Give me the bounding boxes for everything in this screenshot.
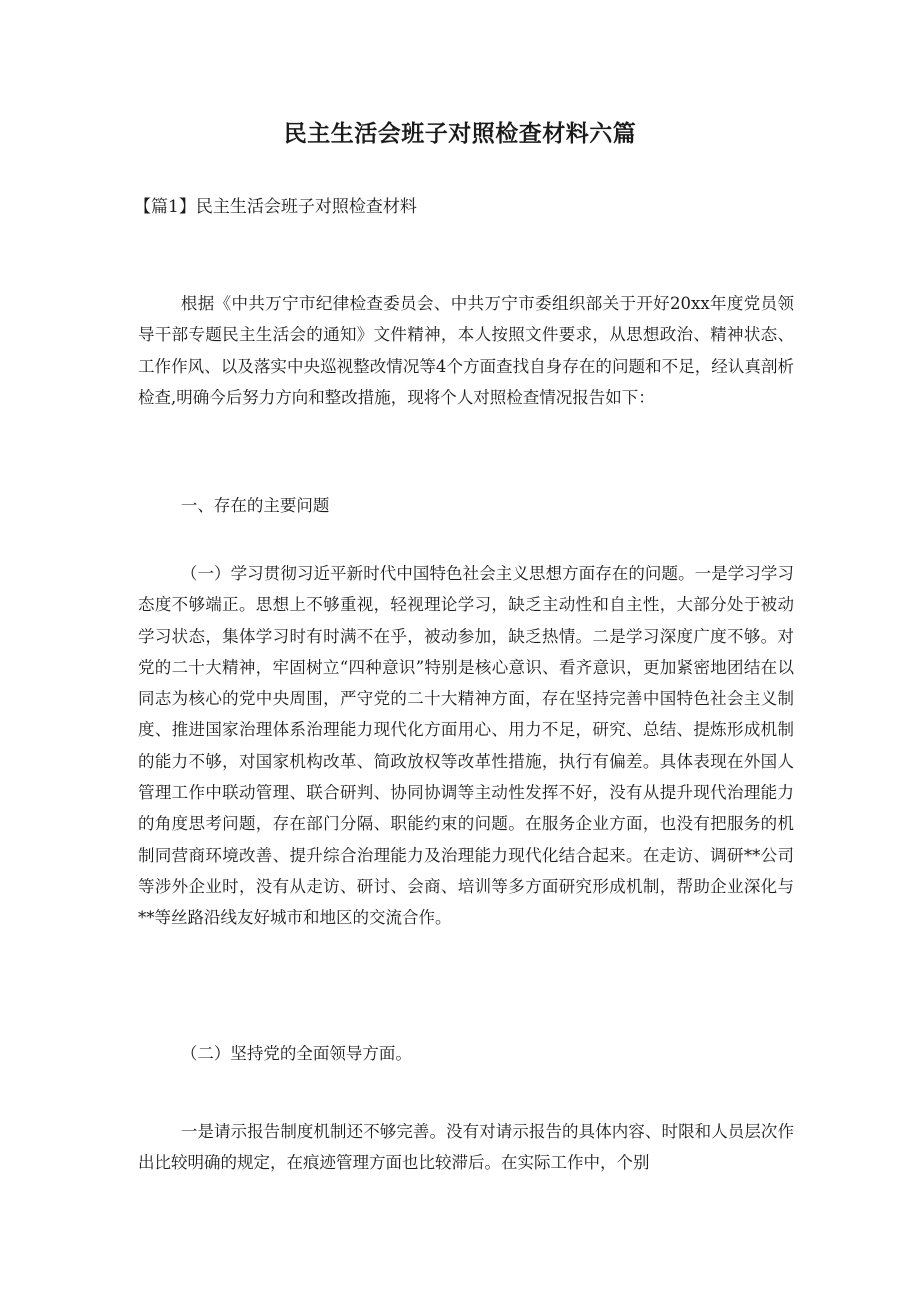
- section-heading: 【篇1】民主生活会班子对照检查材料: [134, 197, 417, 217]
- study-paragraph: （一）学习贯彻习近平新时代中国特色社会主义思想方面存在的问题。一是学习学习态度不够端正。思想上不够重视，轻视理论学习，缺乏主动性和自主性，大部分处于被动学习状态，集体学习时有时满不在乎，被动参加，缺乏热情。二是学习深度广度不够。对党的二十大精神，牢固树立“四种意识”特别是核心意识、看齐意识，更加紧密地团结在以同志为核心的党中央周围，严守党的二十大精神方面，存在坚持完善中国特色社会主义制度、推进国家治理体系治理能力现代化方面用心、用力不足，研究、总结、提炼形成机制的能力不够，对国家机构改革、简政放权等改革性措施，执行有偏差。具体表现在外国人管理工作中联动管理、联合研判、协同协调等主动性发挥不好，没有从提升现代治理能力的角度思考问题，存在部门分隔、职能约束的问题。在服务企业方面，也没有把服务的机制同营商环境改善、提升综合治理能力及治理能力现代化结合起来。在走访、调研**公司等涉外企业时，没有从走访、研讨、会商、培训等多方面研究形成机制，帮助企业深化与**等丝路沿线友好城市和地区的交流合作。: [138, 564, 794, 928]
- problems-heading: 一、存在的主要问题: [180, 496, 330, 515]
- report-system-paragraph: 一是请示报告制度机制还不够完善。没有对请示报告的具体内容、时限和人员层次作出比较明确的规定，在痕迹管理方面也比较滞后。在实际工作中，个别: [138, 1122, 794, 1173]
- intro-paragraph: 根据《中共万宁市纪律检查委员会、中共万宁市委组织部关于开好20xx年度党员领导干部专题民主生活会的通知》文件精神，本人按照文件要求，从思想政治、精神状态、工作作风、以及落实中央巡视整改情况等4个方面查找自身存在的问题和不足，经认真剖析检查,明确今后努力方向和整改措施，现将个人对照检查情况报告如下：: [138, 294, 794, 407]
- leadership-heading: （二）坚持党的全面领导方面。: [180, 1044, 412, 1063]
- document-title: 民主生活会班子对照检查材料六篇: [283, 121, 637, 147]
